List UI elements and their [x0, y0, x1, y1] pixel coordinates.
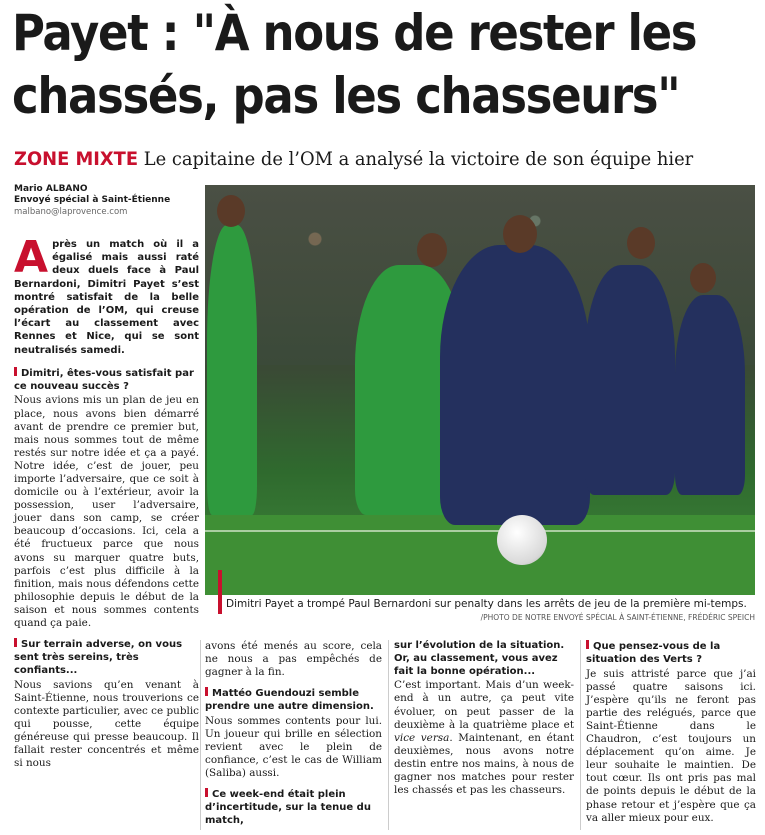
- player-green-1: [207, 225, 257, 515]
- question-5: Que pensez-vous de la situation des Verts ?: [586, 641, 721, 665]
- pitch-line: [205, 530, 755, 532]
- question-marker: [14, 638, 17, 647]
- deck-kicker: ZONE MIXTE: [14, 148, 139, 170]
- answer-3: Nous sommes contents pour lui. Un joueur qui brille en sélection revient avec le plein de confiance, c’est le cas de William (Saliba) aussi.: [205, 714, 382, 780]
- player-navy-3: [675, 295, 745, 495]
- pitch: [205, 515, 755, 595]
- player-payet: [440, 245, 590, 525]
- headline: [12, 2, 697, 128]
- player-navy-2: [585, 265, 675, 495]
- answer-1: Nous avions mis un plan de jeu en place, nous avons bien démarré avant de prendre ce premier but, mais nous sommes tout de même restés sur notre idée et ça a payé. Notre idée, c’est de jouer, peu importe l’adversaire, que ce soit à domicile ou à l’extérieur, avoir la possession, user l’adversaire, jouer dans son camp, se créer beaucoup d’occasions. Ici, cela a été fructueux parce que nous avons su marquer quatre buts, parfois c’est plus difficile à la finition, mais nous défendons cette philosophie depuis le début de la saison et nous sommes contents quand ça paie.: [14, 394, 199, 630]
- match-photo: [205, 185, 755, 595]
- question-3: Mattéo Guendouzi semble prendre une autre dimension.: [205, 688, 374, 713]
- question-1: Dimitri, êtes-vous satisfait par ce nouveau succès ?: [14, 367, 194, 392]
- answer-4: C’est important. Mais d’un week-end à un autre, ça peut vite évoluer, on peut passer de la deuxième à la quatrième place et vice versa. Maintenant, en étant deuxièmes, nous avons notre destin entre nos mains, à nous de gagner nos matches pour rester les chassés et pas les chasseurs.: [394, 679, 575, 797]
- byline: [14, 184, 199, 217]
- byline-email[interactable]: malbano@laprovence.com: [14, 207, 128, 217]
- answer-2-part-2: avons été menés au score, cela ne nous a pas empêchés de gagner à la fin.: [205, 640, 382, 679]
- player-head: [417, 233, 447, 267]
- article-column-4: [586, 640, 756, 825]
- question-marker: [205, 788, 208, 797]
- article-lead: près un match où il a égalisé mais aussi raté deux duels face à Paul Bernardoni, Dimitri Payet s’est montré satisfait de la belle opération de l’OM, qui creuse l’écart au classement avec Rennes et Nice, qui se sont neutralisés samedi.: [14, 239, 199, 356]
- column-divider: [388, 640, 389, 830]
- article-column-2: [205, 640, 382, 829]
- question-4: Ce week-end était plein d’incertitude, sur la tenue du match,: [205, 789, 371, 826]
- deck-text: Le capitaine de l’OM a analysé la victoire de son équipe hier: [143, 148, 694, 170]
- column-divider: [580, 640, 581, 830]
- byline-role: Envoyé spécial à Saint-Étienne: [14, 195, 171, 205]
- article-column-1: [14, 232, 199, 770]
- player-head: [627, 227, 655, 259]
- question-4-continued: sur l’évolution de la situation. Or, au classement, vous avez fait la bonne opération...: [394, 640, 565, 677]
- question-marker: [14, 367, 17, 376]
- column-divider: [200, 640, 201, 830]
- photo-credit: /PHOTO DE NOTRE ENVOYÉ SPÉCIAL À SAINT-ÉTIENNE, FRÉDÉRIC SPEICH: [480, 613, 755, 622]
- answer-5: Je suis attristé parce que j’ai passé quatre saisons ici. J’espère qu’ils ne feront pas partie des relégués, parce que Saint-Étienne dans le Chaudron, c’est toujours un déplacement qu’on aime. Je leur souhaite le maintien. De tout cœur. Ils ont pris pas mal de points depuis le début de la phase retour et j’espère que ça va aller mieux pour eux.: [586, 667, 756, 824]
- player-head: [217, 195, 245, 227]
- deck: [14, 148, 693, 170]
- caption-marker: [218, 570, 222, 614]
- headline-line-2: chassés, pas les chasseurs": [12, 67, 680, 125]
- question-marker: [586, 640, 589, 649]
- photo-caption: Dimitri Payet a trompé Paul Bernardoni sur penalty dans les arrêts de jeu de la première mi-temps.: [226, 598, 756, 611]
- dropcap: A: [14, 232, 49, 283]
- question-marker: [205, 687, 208, 696]
- player-head: [690, 263, 716, 293]
- football: [497, 515, 547, 565]
- byline-author: Mario ALBANO: [14, 184, 88, 194]
- article-column-3: [394, 640, 574, 797]
- headline-line-1: Payet : "À nous de rester les: [12, 4, 697, 62]
- player-head: [503, 215, 537, 253]
- question-2: Sur terrain adverse, on vous sent très sereins, très confiants...: [14, 639, 183, 676]
- answer-2-part-1: Nous savions qu’en venant à Saint-Étienne, nous trouverions ce contexte particulier, avec ce public qui pousse, cette équipe généreuse qui presse beaucoup. Il fallait rester concentrés et même si nous: [14, 678, 199, 770]
